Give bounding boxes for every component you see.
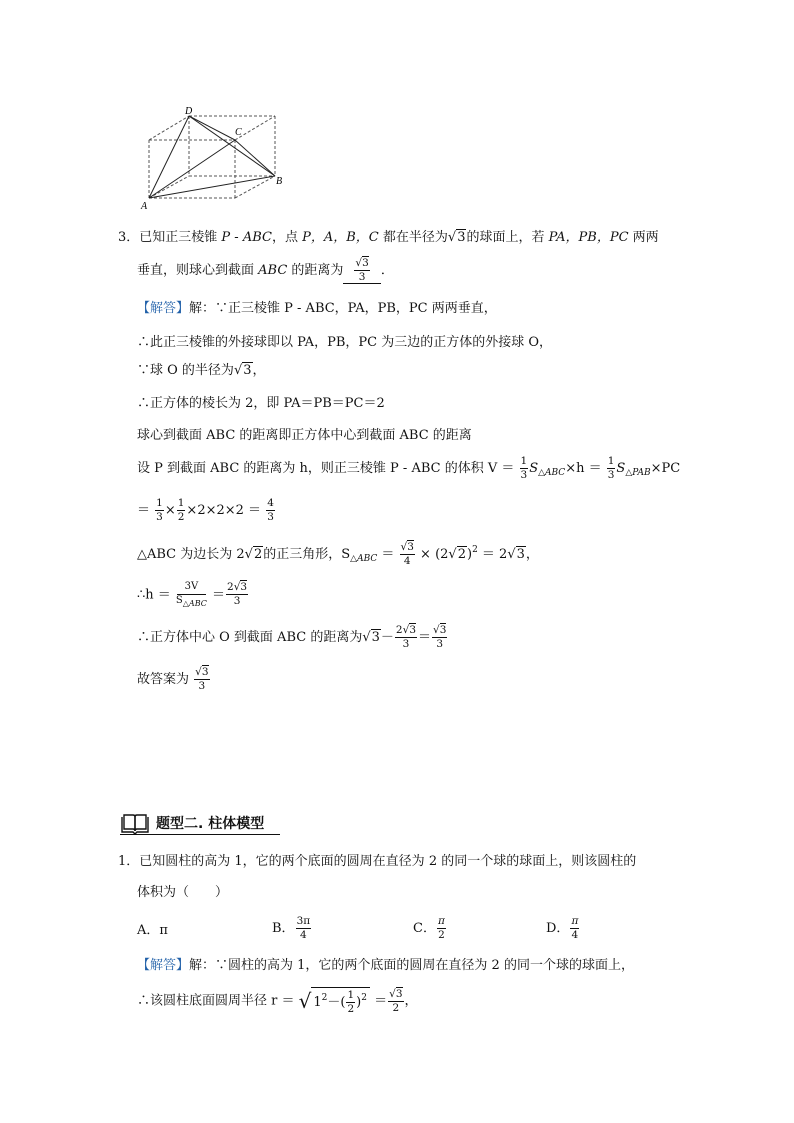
fraction: $\frac{3V}{S_{\triangle ABC}}$ xyxy=(175,581,207,608)
sol1-text: ＝ xyxy=(369,993,388,1009)
fraction: $\frac{√3}{2}$ xyxy=(389,987,403,1014)
section-underline xyxy=(120,834,280,835)
cube-figure xyxy=(135,104,295,212)
option-d[interactable]: D． $\frac{\pi}{4}$ xyxy=(546,915,579,942)
q3-line2 xyxy=(137,258,394,284)
option-b[interactable]: B． $\frac{3\pi}{4}$ xyxy=(272,915,311,942)
option-a[interactable]: A．π xyxy=(137,923,168,938)
q1-line2: 体积为（ ） xyxy=(137,885,229,900)
q1-number: 1． xyxy=(118,854,140,869)
q1-line1 xyxy=(118,855,636,868)
sol3-text: 解：∵正三棱锥 P - ABC，PA，PB，PC 两两垂直， xyxy=(189,301,497,316)
sol3-text: ＝ 2 xyxy=(477,547,508,563)
label-d: D xyxy=(185,106,193,117)
q3-pyramid: P - ABC xyxy=(221,230,272,245)
sol3-text: × xyxy=(164,503,176,519)
q3-text: 的球面上，若 xyxy=(466,230,549,245)
q3-text: ，点 xyxy=(271,230,303,245)
sol3-line9 xyxy=(137,582,249,608)
fraction: $\frac{2√3}{3}$ xyxy=(395,624,416,651)
q3-edges: PA，PB，PC xyxy=(548,230,629,245)
fraction: $\frac{2√3}{3}$ xyxy=(227,581,248,608)
sol3-text: S xyxy=(616,461,626,477)
q3-number: 3． xyxy=(118,230,140,245)
sqrt: √2 xyxy=(448,547,466,563)
sol3-text: 设 P 到截面 ABC 的距离为 h，则正三棱锥 P - ABC 的体积 V ＝ xyxy=(137,461,519,477)
sol3-text: ) xyxy=(466,547,473,563)
fraction: $\frac{1}{3}$ xyxy=(156,497,163,524)
q3-line1 xyxy=(118,231,659,244)
sub: △ABC xyxy=(538,468,566,479)
sqrt: √3 xyxy=(233,363,252,378)
sol3-line7 xyxy=(137,498,276,523)
label-a: A xyxy=(141,201,148,212)
sol3-line5: 球心到截面 ABC 的距离即正方体中心到截面 ABC 的距离 xyxy=(137,428,472,443)
section-title: 题型二. 柱体模型 xyxy=(156,816,265,832)
sol3-text: 的正三角形，S xyxy=(263,547,351,563)
sol3-text: ∴h ＝ xyxy=(137,587,175,603)
q1-text: 已知圆柱的高为 1，它的两个底面的圆周在直径为 2 的同一个球的球面上，则该圆柱的 xyxy=(139,854,637,869)
fraction: $\frac{√3}{3}$ xyxy=(433,624,447,651)
sol3-text: ×2×2×2 ＝ xyxy=(186,503,266,519)
fraction: $\frac{4}{3}$ xyxy=(267,497,274,524)
q1-options xyxy=(137,916,597,946)
sqrt-radius: √3 xyxy=(447,230,466,245)
q3-text: 都在半径为 xyxy=(378,230,448,245)
fraction: $\frac{1}{2}$ xyxy=(177,497,185,524)
sol3-line2: ∴此正三棱锥的外接球即以 PA，PB，PC 为三边的正方体的外接球 O， xyxy=(137,335,552,350)
sol3-text: ×h ＝ xyxy=(565,461,606,477)
q3-plane: ABC xyxy=(258,263,288,279)
sol3-line8 xyxy=(137,542,539,567)
sub: △ABC xyxy=(350,554,378,565)
sol3-line1 xyxy=(137,302,497,315)
q3-text: 已知正三棱锥 xyxy=(139,230,222,245)
sub: △PAB xyxy=(625,468,651,479)
sol3-text: ＝ xyxy=(207,587,225,603)
book-icon xyxy=(120,813,150,835)
sqrt: √3 xyxy=(362,630,380,646)
sol3-line4: ∴正方体的棱长为 2，即 PA＝PB＝PC＝2 xyxy=(137,396,385,411)
q3-text: ． xyxy=(380,263,394,279)
fraction: $\frac{√3}{3}$ xyxy=(195,666,209,693)
section-header xyxy=(120,813,264,835)
sol3-line3 xyxy=(137,364,266,377)
sol1-line1 xyxy=(137,959,634,972)
sol3-text: － xyxy=(380,630,394,646)
q3-text: 垂直，则球心到截面 xyxy=(137,263,259,279)
option-c[interactable]: C． $\frac{\pi}{2}$ xyxy=(413,915,445,942)
sol3-text: ， xyxy=(252,363,266,378)
sup: 2 xyxy=(472,545,478,556)
sol3-text: ， xyxy=(525,547,539,563)
label-b: B xyxy=(276,176,283,187)
sol3-text: × (2 xyxy=(415,547,449,563)
sol3-line11 xyxy=(137,667,211,692)
answer-blank: $\frac{√3}{3}$ xyxy=(343,258,380,284)
solution-tag: 【解答】 xyxy=(137,958,190,973)
sol3-text: ∴正方体中心 O 到截面 ABC 的距离为 xyxy=(137,630,363,646)
fraction: $\frac{1}{3}$ xyxy=(607,455,615,482)
sol1-line2 xyxy=(137,987,418,1015)
sol3-text: 故答案为 xyxy=(137,672,194,688)
fraction: $\frac{√3}{4}$ xyxy=(400,541,414,568)
sqrt: √ xyxy=(298,989,312,1014)
sqrt: √3 xyxy=(507,547,525,563)
sol1-text: ∴该圆柱底面圆周半径 r ＝ xyxy=(137,993,299,1009)
sol3-text: ∵球 O 的半径为 xyxy=(137,363,234,378)
fraction: $\frac{1}{3}$ xyxy=(520,455,528,482)
sol3-text: S xyxy=(529,461,539,477)
sol3-text: ＝ xyxy=(418,630,432,646)
radicand: $1^2-$( $\frac{1}{2}$ )$^2$ xyxy=(311,987,370,1015)
sol3-text: △ABC 为边长为 2 xyxy=(137,547,245,563)
solution-tag: 【解答】 xyxy=(137,301,190,316)
sol1-text: 解：∵圆柱的高为 1，它的两个底面的圆周在直径为 2 的同一个球的球面上， xyxy=(189,958,634,973)
sol3-line6 xyxy=(137,456,680,481)
q3-points: P，A，B，C xyxy=(302,230,379,245)
sol3-line10 xyxy=(137,625,448,650)
q3-text: 两两 xyxy=(628,230,659,245)
sqrt: √2 xyxy=(244,547,263,563)
q3-text: 的距离为 xyxy=(287,263,344,279)
sol3-text: ＝ xyxy=(377,547,399,563)
sol3-text: ＝ xyxy=(137,503,155,519)
sol1-text: ， xyxy=(404,993,418,1009)
sol3-text: ×PC xyxy=(650,461,681,477)
label-c: C xyxy=(235,127,242,138)
